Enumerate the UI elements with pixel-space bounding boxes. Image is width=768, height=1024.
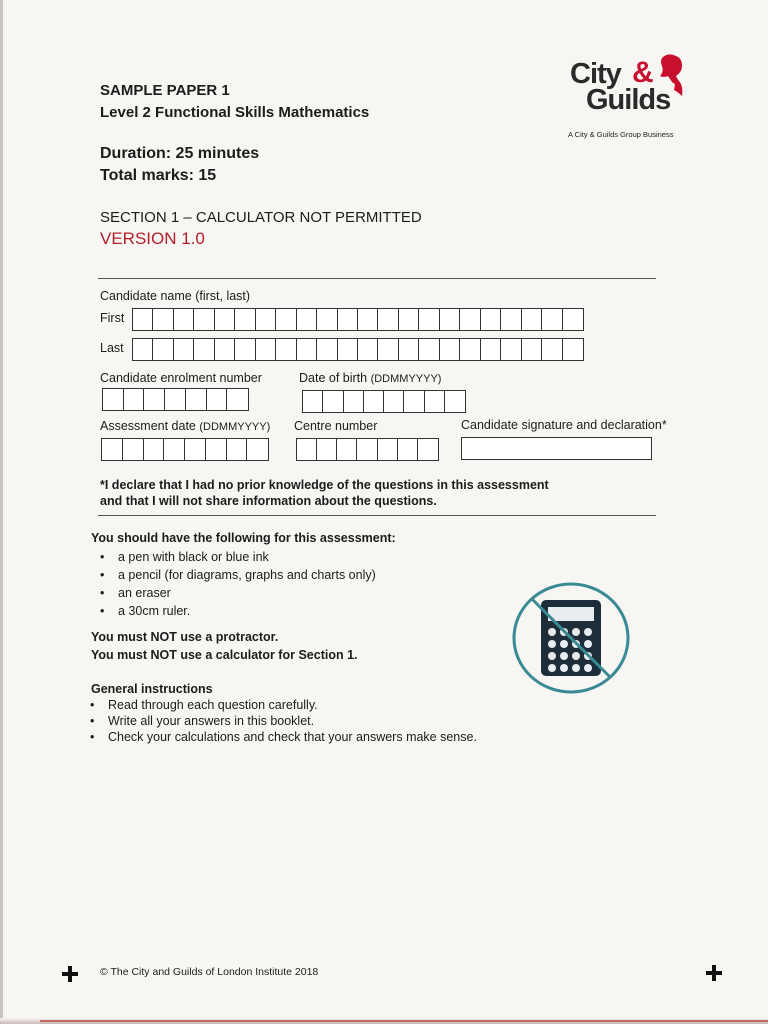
declaration-line-2: and that I will not share information about the questions. xyxy=(100,494,437,508)
no-calculator-notice: You must NOT use a calculator for Section 1. xyxy=(91,648,358,662)
character-box[interactable] xyxy=(357,439,377,460)
centre-number-boxes[interactable] xyxy=(296,438,439,461)
general-instructions-title: General instructions xyxy=(91,682,213,696)
requirements-list xyxy=(96,548,376,620)
character-box[interactable] xyxy=(317,309,337,330)
character-box[interactable] xyxy=(174,309,194,330)
dob-boxes[interactable] xyxy=(302,390,466,413)
logo-ampersand: & xyxy=(632,56,654,89)
logo-guilds-text: Guilds xyxy=(586,84,671,116)
character-box[interactable] xyxy=(358,309,378,330)
dob-format: (DDMMYYYY) xyxy=(370,373,442,385)
character-box[interactable] xyxy=(133,309,153,330)
character-box[interactable] xyxy=(123,439,144,460)
character-box[interactable] xyxy=(542,339,562,360)
list-item: • a 30cm ruler. xyxy=(96,602,376,620)
character-box[interactable] xyxy=(337,439,357,460)
character-box[interactable] xyxy=(399,309,419,330)
character-box[interactable] xyxy=(186,389,207,410)
character-box[interactable] xyxy=(144,439,165,460)
character-box[interactable] xyxy=(174,339,194,360)
character-box[interactable] xyxy=(276,309,296,330)
dob-label-text: Date of birth xyxy=(299,371,368,385)
character-box[interactable] xyxy=(563,309,583,330)
signature-label: Candidate signature and declaration* xyxy=(461,418,667,432)
character-box[interactable] xyxy=(481,309,501,330)
logo-city-text: City xyxy=(570,58,621,90)
character-box[interactable] xyxy=(378,309,398,330)
character-box[interactable] xyxy=(440,309,460,330)
character-box[interactable] xyxy=(542,309,562,330)
character-box[interactable] xyxy=(358,339,378,360)
character-box[interactable] xyxy=(207,389,228,410)
character-box[interactable] xyxy=(418,439,438,460)
character-box[interactable] xyxy=(206,439,227,460)
character-box[interactable] xyxy=(501,339,521,360)
character-box[interactable] xyxy=(419,309,439,330)
character-box[interactable] xyxy=(235,309,255,330)
character-box[interactable] xyxy=(165,389,186,410)
character-box[interactable] xyxy=(338,309,358,330)
character-box[interactable] xyxy=(297,309,317,330)
signature-box[interactable] xyxy=(461,437,652,460)
logo-lion-icon xyxy=(632,52,694,104)
character-box[interactable] xyxy=(364,391,384,412)
character-box[interactable] xyxy=(227,389,248,410)
character-box[interactable] xyxy=(215,309,235,330)
character-box[interactable] xyxy=(563,339,583,360)
version-label: VERSION 1.0 xyxy=(100,229,205,248)
candidate-name-label: Candidate name (first, last) xyxy=(100,289,251,303)
character-box[interactable] xyxy=(297,339,317,360)
declaration-line-1: *I declare that I had no prior knowledge of the questions in this assessment xyxy=(100,478,549,492)
character-box[interactable] xyxy=(399,339,419,360)
page-bottom-red-line xyxy=(40,1020,768,1022)
registration-cross-icon xyxy=(62,966,78,982)
list-item: • Read through each question carefully. xyxy=(86,696,477,714)
centre-number-label: Centre number xyxy=(294,419,378,433)
character-box[interactable] xyxy=(317,439,337,460)
character-box[interactable] xyxy=(102,439,123,460)
character-box[interactable] xyxy=(460,339,480,360)
character-box[interactable] xyxy=(194,339,214,360)
top-divider xyxy=(98,278,656,279)
character-box[interactable] xyxy=(164,439,185,460)
character-box[interactable] xyxy=(522,339,542,360)
list-item: • an eraser xyxy=(96,584,376,602)
character-box[interactable] xyxy=(103,389,124,410)
no-calculator-icon xyxy=(509,580,633,696)
character-box[interactable] xyxy=(185,439,206,460)
assessment-date-format: (DDMMYYYY) xyxy=(199,421,271,433)
character-box[interactable] xyxy=(235,339,255,360)
requirements-title: You should have the following for this assessment: xyxy=(91,531,396,545)
instructions-list xyxy=(86,696,477,746)
logo-tagline: A City & Guilds Group Business xyxy=(568,130,674,139)
character-box[interactable] xyxy=(323,391,343,412)
character-box[interactable] xyxy=(481,339,501,360)
subject-title: Level 2 Functional Skills Mathematics xyxy=(100,104,370,121)
list-item: • a pen with black or blue ink xyxy=(96,548,376,566)
character-box[interactable] xyxy=(460,309,480,330)
copyright-text: © The City and Guilds of London Institute 2018 xyxy=(100,966,319,978)
section-heading: SECTION 1 – CALCULATOR NOT PERMITTED xyxy=(100,209,422,226)
character-box[interactable] xyxy=(124,389,145,410)
page-edge xyxy=(0,0,3,1024)
character-box[interactable] xyxy=(501,309,521,330)
character-box[interactable] xyxy=(338,339,358,360)
dob-label xyxy=(299,371,441,385)
total-marks: Total marks: 15 xyxy=(100,167,217,184)
first-name-label: First xyxy=(100,311,125,325)
character-box[interactable] xyxy=(153,309,173,330)
character-box[interactable] xyxy=(256,339,276,360)
character-box[interactable] xyxy=(317,339,337,360)
list-item: • a pencil (for diagrams, graphs and charts only) xyxy=(96,566,376,584)
character-box[interactable] xyxy=(153,339,173,360)
character-box[interactable] xyxy=(404,391,424,412)
character-box[interactable] xyxy=(425,391,445,412)
last-name-label: Last xyxy=(100,341,124,355)
list-item: • Write all your answers in this booklet. xyxy=(86,712,477,730)
duration: Duration: 25 minutes xyxy=(100,145,260,162)
enrolment-boxes[interactable] xyxy=(102,388,249,411)
character-box[interactable] xyxy=(276,339,296,360)
character-box[interactable] xyxy=(378,339,398,360)
character-box[interactable] xyxy=(247,439,268,460)
paper-title: SAMPLE PAPER 1 xyxy=(100,82,230,99)
no-protractor-notice: You must NOT use a protractor. xyxy=(91,630,279,644)
declaration-text xyxy=(100,477,549,509)
character-box[interactable] xyxy=(256,309,276,330)
character-box[interactable] xyxy=(522,309,542,330)
character-box[interactable] xyxy=(227,439,248,460)
character-box[interactable] xyxy=(378,439,398,460)
character-box[interactable] xyxy=(303,391,323,412)
first-name-boxes[interactable] xyxy=(132,308,584,331)
character-box[interactable] xyxy=(384,391,404,412)
registration-cross-icon xyxy=(706,965,722,981)
character-box[interactable] xyxy=(344,391,364,412)
character-box[interactable] xyxy=(419,339,439,360)
enrolment-label: Candidate enrolment number xyxy=(100,371,262,385)
character-box[interactable] xyxy=(194,309,214,330)
character-box[interactable] xyxy=(215,339,235,360)
assessment-date-label-text: Assessment date xyxy=(100,419,196,433)
assessment-date-label xyxy=(100,419,270,433)
character-box[interactable] xyxy=(133,339,153,360)
character-box[interactable] xyxy=(440,339,460,360)
last-name-boxes[interactable] xyxy=(132,338,584,361)
character-box[interactable] xyxy=(398,439,418,460)
character-box[interactable] xyxy=(144,389,165,410)
character-box[interactable] xyxy=(297,439,317,460)
list-item: • Check your calculations and check that your answers make sense. xyxy=(86,728,477,746)
assessment-date-boxes[interactable] xyxy=(101,438,269,461)
bottom-divider xyxy=(98,515,656,516)
character-box[interactable] xyxy=(445,391,465,412)
